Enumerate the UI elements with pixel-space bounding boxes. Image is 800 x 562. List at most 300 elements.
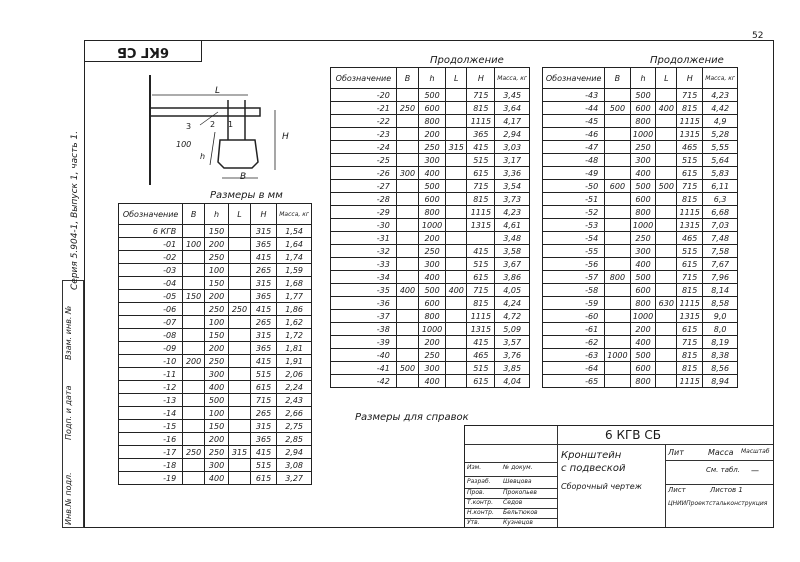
table-cell: -31 [331,232,397,245]
table-cell [446,154,467,167]
table-cell: 415 [250,303,276,316]
table-cell: 500 [605,102,630,115]
table-cell [396,154,418,167]
table-cell: 600 [605,180,630,193]
table-cell [656,310,677,323]
series-label: Серия 5.904-1, Выпуск 1, часть 1. [70,130,80,290]
table-cell: 630 [656,297,677,310]
table-cell [467,232,495,245]
table-cell [396,271,418,284]
table-cell: 500 [205,394,229,407]
table-cell: 500 [630,89,656,102]
org-name: ЦНИИПроектстальконструкция [668,500,768,507]
table-row [543,115,738,128]
t3-header-b: B [605,68,630,89]
table-row [331,362,530,375]
table-cell: -45 [543,115,605,128]
table-cell [183,251,205,264]
name-5: Кузнецов [503,519,533,526]
table-cell: 815 [677,102,703,115]
table-cell: 7,48 [703,232,738,245]
table-cell [183,420,205,433]
table-cell: 4,24 [495,297,530,310]
table-cell: -24 [331,141,397,154]
table-cell [229,251,251,264]
table-cell: 315 [446,141,467,154]
table-row [119,420,312,433]
table-cell: 9,0 [703,310,738,323]
table-cell: 5,55 [703,141,738,154]
table-cell: 150 [205,329,229,342]
table-cell: 1315 [467,323,495,336]
table-cell: -14 [119,407,183,420]
table-cell: 100 [205,316,229,329]
table-row [331,271,530,284]
table-cell [605,284,630,297]
table-cell [605,258,630,271]
table-cell: 1000 [630,128,656,141]
table-cell: -28 [331,193,397,206]
table-row [331,310,530,323]
table-cell: 2,66 [277,407,312,420]
dim-line-h [210,132,215,165]
table-cell: 600 [419,102,446,115]
table-cell [605,375,630,388]
table-cell [605,336,630,349]
table-cell: 6,11 [703,180,738,193]
table-cell: 715 [677,89,703,102]
sizes-table-3 [542,67,738,388]
table-cell [183,342,205,355]
table-cell: -37 [331,310,397,323]
t1-header-designation: Обозначение [119,204,183,225]
table-cell: 615 [467,167,495,180]
table-cell [396,349,418,362]
table-cell: 815 [467,297,495,310]
table-cell [229,459,251,472]
table-cell: -63 [543,349,605,362]
table-cell: -30 [331,219,397,232]
table-cell: 400 [630,167,656,180]
table-cell: 3,17 [495,154,530,167]
table-cell [605,128,630,141]
table-cell: 3,67 [495,258,530,271]
table-cell [656,115,677,128]
table-cell: 6 КГВ [119,225,183,238]
table-cell [656,323,677,336]
table-cell [396,180,418,193]
table-cell: -20 [331,89,397,102]
table-row [119,459,312,472]
table-row [331,336,530,349]
table-cell: -19 [119,472,183,485]
table-cell: 365 [250,290,276,303]
table-row [119,368,312,381]
table-cell: 150 [205,277,229,290]
table-cell: 615 [250,381,276,394]
table-cell: 465 [677,141,703,154]
table-cell: -06 [119,303,183,316]
table-cell [656,362,677,375]
table-cell: 1115 [677,115,703,128]
table-cell [446,180,467,193]
table-cell [229,407,251,420]
table-cell: 465 [677,232,703,245]
table-cell: 3,08 [277,459,312,472]
table-row [119,446,312,459]
table-cell: 150 [205,420,229,433]
lit-header: Лит [668,448,684,457]
table-cell: -40 [331,349,397,362]
table-cell: 1,86 [277,303,312,316]
table-row [543,206,738,219]
table-cell [183,433,205,446]
table-cell [229,394,251,407]
table-cell: -32 [331,245,397,258]
table-cell [183,394,205,407]
table-cell: 300 [630,154,656,167]
table-row [331,284,530,297]
table-cell: -26 [331,167,397,180]
table-cell: 250 [419,245,446,258]
table-cell: 500 [396,362,418,375]
table-cell: 365 [250,433,276,446]
table-cell [396,375,418,388]
table-row [543,336,738,349]
table-cell: -33 [331,258,397,271]
table-cell: 365 [467,128,495,141]
title-block [464,425,774,528]
table-row [331,245,530,258]
table-cell: -02 [119,251,183,264]
table-cell: 100 [183,238,205,251]
table-cell [396,219,418,232]
table-row [119,290,312,303]
table-cell: 1,91 [277,355,312,368]
table-cell: -36 [331,297,397,310]
table-row [543,219,738,232]
table-cell: -27 [331,180,397,193]
table-cell: -51 [543,193,605,206]
table-cell [656,154,677,167]
table-cell: 265 [250,316,276,329]
table-cell: -22 [331,115,397,128]
t2-header-designation: Обозначение [331,68,397,89]
table-cell: 815 [677,349,703,362]
table-cell: 300 [396,167,418,180]
table-cell: 815 [467,193,495,206]
table-cell [656,206,677,219]
table-cell: 3,86 [495,271,530,284]
table-cell [183,472,205,485]
table-cell: 7,67 [703,258,738,271]
table-cell [656,349,677,362]
table-cell: 600 [419,297,446,310]
table-cell: 415 [467,336,495,349]
table-cell: -23 [331,128,397,141]
table-cell: 1315 [677,219,703,232]
table-cell [446,128,467,141]
table-row [119,381,312,394]
table-row [331,375,530,388]
table-cell [229,238,251,251]
table-cell [446,271,467,284]
table-cell [605,167,630,180]
table-cell: -50 [543,180,605,193]
table-row [543,193,738,206]
table-cell: -53 [543,219,605,232]
title-code: 6 КГВ СБ [605,428,661,442]
table-cell: 200 [205,342,229,355]
table-cell [446,219,467,232]
table-cell: 365 [250,238,276,251]
dim-H-label: H [282,132,289,142]
table-row [543,245,738,258]
table-cell: 3,36 [495,167,530,180]
table-cell: 1,64 [277,238,312,251]
table-cell: 500 [419,284,446,297]
t3-header-h: h [630,68,656,89]
table-cell: 8,56 [703,362,738,375]
table-cell: 1000 [419,219,446,232]
table-cell: 400 [419,271,446,284]
table-cell: -49 [543,167,605,180]
table-cell: -57 [543,271,605,284]
table-cell: 315 [229,446,251,459]
table-cell [396,232,418,245]
table-cell: 815 [677,284,703,297]
table-cell: 5,28 [703,128,738,141]
table-cell: 2,85 [277,433,312,446]
table-cell: 515 [467,258,495,271]
table-cell: 3,76 [495,349,530,362]
table-row [543,232,738,245]
table-cell: 500 [630,271,656,284]
table-cell: 800 [419,115,446,128]
table-cell: 500 [630,349,656,362]
table-cell [396,141,418,154]
leader-3 [200,112,218,125]
table-cell: 400 [205,381,229,394]
table-cell [229,433,251,446]
table-cell: 3,48 [495,232,530,245]
t1-header-mass: Масса, кг [277,204,312,225]
table-cell: 1115 [467,310,495,323]
table-row [543,375,738,388]
table-cell [656,167,677,180]
table-cell: 400 [205,472,229,485]
table-cell: 600 [419,193,446,206]
name-1: Шевцова [503,478,532,485]
table-cell: 265 [250,407,276,420]
table-cell: 8,0 [703,323,738,336]
table-cell: 8,94 [703,375,738,388]
table-cell [396,115,418,128]
table-cell: 415 [467,141,495,154]
table-cell: 7,03 [703,219,738,232]
table-cell: -58 [543,284,605,297]
table-cell: -11 [119,368,183,381]
table-row [331,232,530,245]
table-cell: 400 [419,167,446,180]
table-cell [446,232,467,245]
table-cell [396,245,418,258]
table-cell [396,323,418,336]
table-cell: 600 [630,102,656,115]
table-cell [656,375,677,388]
reference-note: Размеры для справок [355,412,469,423]
table-row [119,342,312,355]
table-cell [229,316,251,329]
table-cell: -03 [119,264,183,277]
table-cell: 4,42 [703,102,738,115]
table-cell: 100 [205,407,229,420]
table-cell [183,264,205,277]
table-row [331,349,530,362]
table-row [119,303,312,316]
table-row [119,407,312,420]
table-cell: -41 [331,362,397,375]
table-cell [446,193,467,206]
role-prov: Пров. [467,489,485,496]
table-cell: 515 [467,154,495,167]
table-cell: 200 [419,232,446,245]
table-row [331,219,530,232]
table-cell: 315 [250,420,276,433]
t3-header-designation: Обозначение [543,68,605,89]
table-cell [229,329,251,342]
table-cell: 1,59 [277,264,312,277]
table-cell: 800 [630,297,656,310]
table2-caption: Продолжение [430,55,504,66]
table-cell: -18 [119,459,183,472]
table-cell [183,277,205,290]
table-cell: 2,94 [277,446,312,459]
table-row [543,102,738,115]
table-cell [605,141,630,154]
table-cell: 800 [630,375,656,388]
table-row [331,89,530,102]
table-cell [396,310,418,323]
table-cell: 400 [630,336,656,349]
table-cell: -35 [331,284,397,297]
table-cell: 1000 [605,349,630,362]
t2-header-l: L [446,68,467,89]
table-row [331,206,530,219]
role-tkontr: Т.контр. [467,499,494,506]
t2-header-mass: Масса, кг [495,68,530,89]
table-row [543,154,738,167]
table-cell: 300 [419,362,446,375]
table-cell: -60 [543,310,605,323]
table-cell [229,368,251,381]
table-cell: 500 [656,180,677,193]
table-cell: 715 [677,336,703,349]
t3-header-hh: H [677,68,703,89]
table-cell: -39 [331,336,397,349]
table-cell [446,102,467,115]
table-cell: -46 [543,128,605,141]
table-row [331,167,530,180]
table-cell [605,232,630,245]
table-cell [656,219,677,232]
name-3: Седов [503,499,523,506]
table-cell: 400 [396,284,418,297]
table-cell: 3,03 [495,141,530,154]
dim-L-label: L [215,86,221,96]
table-cell: 615 [467,375,495,388]
table-cell: 3,54 [495,180,530,193]
table-cell [229,355,251,368]
table-cell: 4,17 [495,115,530,128]
table-cell: 250 [419,349,446,362]
table-cell [396,128,418,141]
table-cell: 615 [250,472,276,485]
table-cell: -47 [543,141,605,154]
name-2: Прокопьев [503,489,537,496]
table-cell: 315 [250,225,276,238]
strip-label-2: Подп. и дата [64,385,73,440]
table-cell: 815 [677,193,703,206]
table-cell: 8,38 [703,349,738,362]
table-cell [229,472,251,485]
table-cell: 515 [677,245,703,258]
table-cell: 1115 [467,115,495,128]
table-cell [446,336,467,349]
marker-1: 1 [228,120,234,129]
table-cell: 800 [419,310,446,323]
table-row [543,323,738,336]
table-row [119,472,312,485]
table-row [119,277,312,290]
table-cell: 400 [656,102,677,115]
table-cell: 615 [677,258,703,271]
table-cell: -43 [543,89,605,102]
table-cell [656,284,677,297]
table-cell: 800 [630,115,656,128]
table-cell: 1315 [467,219,495,232]
table-row [331,102,530,115]
table-cell: 715 [677,271,703,284]
table-cell: 815 [467,102,495,115]
table-cell: 250 [183,446,205,459]
table-cell: 100 [205,264,229,277]
table-cell [396,258,418,271]
table-cell: 1,62 [277,316,312,329]
table-cell: -42 [331,375,397,388]
role-razrab: Разраб. [467,478,491,485]
table-cell: -29 [331,206,397,219]
table-cell: 315 [250,277,276,290]
table-row [119,251,312,264]
table-cell [446,310,467,323]
table-cell [396,89,418,102]
table-cell [605,323,630,336]
table-cell: 715 [677,180,703,193]
table-row [543,362,738,375]
scale-value: — [751,466,759,475]
table-cell: -44 [543,102,605,115]
table-cell: 8,58 [703,297,738,310]
table-row [543,258,738,271]
table-row [119,316,312,329]
table-cell [396,297,418,310]
t2-header-h: h [419,68,446,89]
t3-header-mass: Масса, кг [703,68,738,89]
table-cell: 415 [250,446,276,459]
table-cell: 4,61 [495,219,530,232]
t1-header-h: h [205,204,229,225]
